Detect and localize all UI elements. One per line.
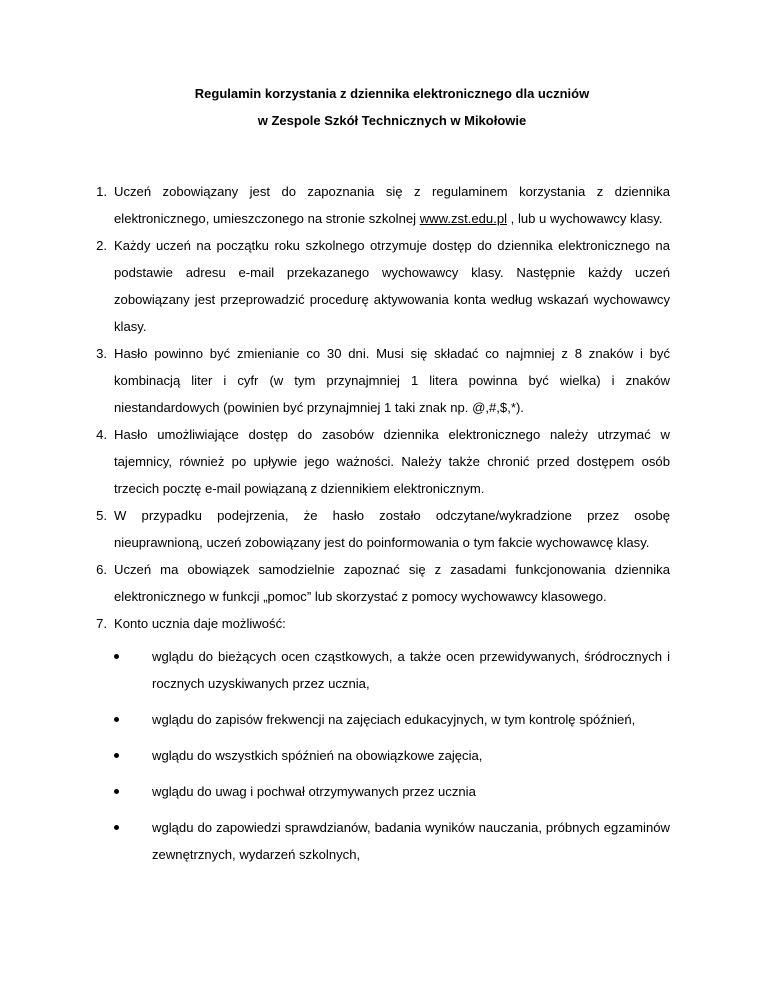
rule-item: [96, 502, 670, 556]
rule-number: 4.: [96, 427, 107, 442]
rule-number: 1.: [96, 184, 107, 199]
list-item-text: wglądu do wszystkich spóźnień na obowiązkowe zajęcia,: [152, 748, 483, 763]
account-features-list: [114, 643, 670, 868]
list-item: [114, 706, 670, 733]
title-line-2: w Zespole Szkół Technicznych w Mikołowie: [257, 113, 527, 128]
rule-text: W przypadku podejrzenia, że hasło zostało odczytane/wykradzione przez osobę nieuprawnioną, uczeń zobowiązany jest do poinformowania o tym fakcie wychowawcę klasy.: [114, 508, 670, 550]
rule-number: 3.: [96, 346, 107, 361]
list-item-text: wglądu do uwag i pochwał otrzymywanych przez ucznia: [152, 784, 476, 799]
document-title: [114, 80, 670, 134]
rule-text: Konto ucznia daje możliwość:: [114, 616, 286, 631]
rule-number: 7.: [96, 616, 107, 631]
list-item-text: wglądu do zapowiedzi sprawdzianów, badania wyników nauczania, próbnych egzaminów zewnętrznych, wydarzeń szkolnych,: [152, 820, 670, 862]
rule-text-continued: , lub u wychowawcy klasy.: [507, 211, 663, 226]
list-item: [114, 778, 670, 805]
bullet-icon: [114, 753, 119, 758]
list-item: [114, 742, 670, 769]
list-item: [114, 643, 670, 697]
rule-item: [96, 421, 670, 502]
list-item: [114, 814, 670, 868]
rule-number: 2.: [96, 238, 107, 253]
rule-item: [96, 556, 670, 610]
list-item-text: wglądu do zapisów frekwencji na zajęciach edukacyjnych, w tym kontrolę spóźnień,: [152, 712, 636, 727]
bullet-icon: [114, 825, 119, 830]
title-line-1: Regulamin korzystania z dziennika elektronicznego dla uczniów: [194, 86, 590, 101]
school-website-link[interactable]: www.zst.edu.pl: [419, 211, 508, 226]
rule-text: Uczeń ma obowiązek samodzielnie zapoznać się z zasadami funkcjonowania dziennika elektronicznego w funkcji „pomoc” lub skorzystać z pomocy wychowawcy klasowego.: [114, 562, 670, 604]
list-item-text: wglądu do bieżących ocen cząstkowych, a także ocen przewidywanych, śródrocznych i rocznych uzyskiwanych przez ucznia,: [152, 649, 670, 691]
rule-text: Hasło umożliwiające dostęp do zasobów dziennika elektronicznego należy utrzymać w tajemnicy, również po upływie jego ważności. Należy także chronić przed dostępem osób trzecich pocztę e-mail powiązaną z dziennikiem elektronicznym.: [114, 427, 670, 496]
rules-list: [96, 178, 670, 868]
bullet-icon: [114, 717, 119, 722]
rule-text: Każdy uczeń na początku roku szkolnego otrzymuje dostęp do dziennika elektronicznego na podstawie adresu e-mail przekazanego wychowawcy klasy. Następnie każdy uczeń zobowiązany jest przeprowadzić procedurę aktywowania konta według wskazań wychowawcy klasy.: [114, 238, 670, 334]
rule-item: [96, 178, 670, 232]
rule-text: Hasło powinno być zmienianie co 30 dni. Musi się składać co najmniej z 8 znaków i być kombinacją liter i cyfr (w tym przynajmniej 1 litera powinna być wielka) i znaków niestandardowych (powinien być przynajmniej 1 taki znak np. @,#,$,*).: [114, 346, 670, 415]
rule-item: [96, 232, 670, 340]
bullet-icon: [114, 789, 119, 794]
rule-text: Uczeń zobowiązany jest do zapoznania się z regulaminem korzystania z dziennika elektronicznego, umieszczonego na stronie szkolnej: [114, 184, 670, 226]
bullet-icon: [114, 654, 119, 659]
rule-item: [96, 340, 670, 421]
rule-number: 5.: [96, 508, 107, 523]
rule-number: 6.: [96, 562, 107, 577]
rule-item: [96, 610, 670, 868]
